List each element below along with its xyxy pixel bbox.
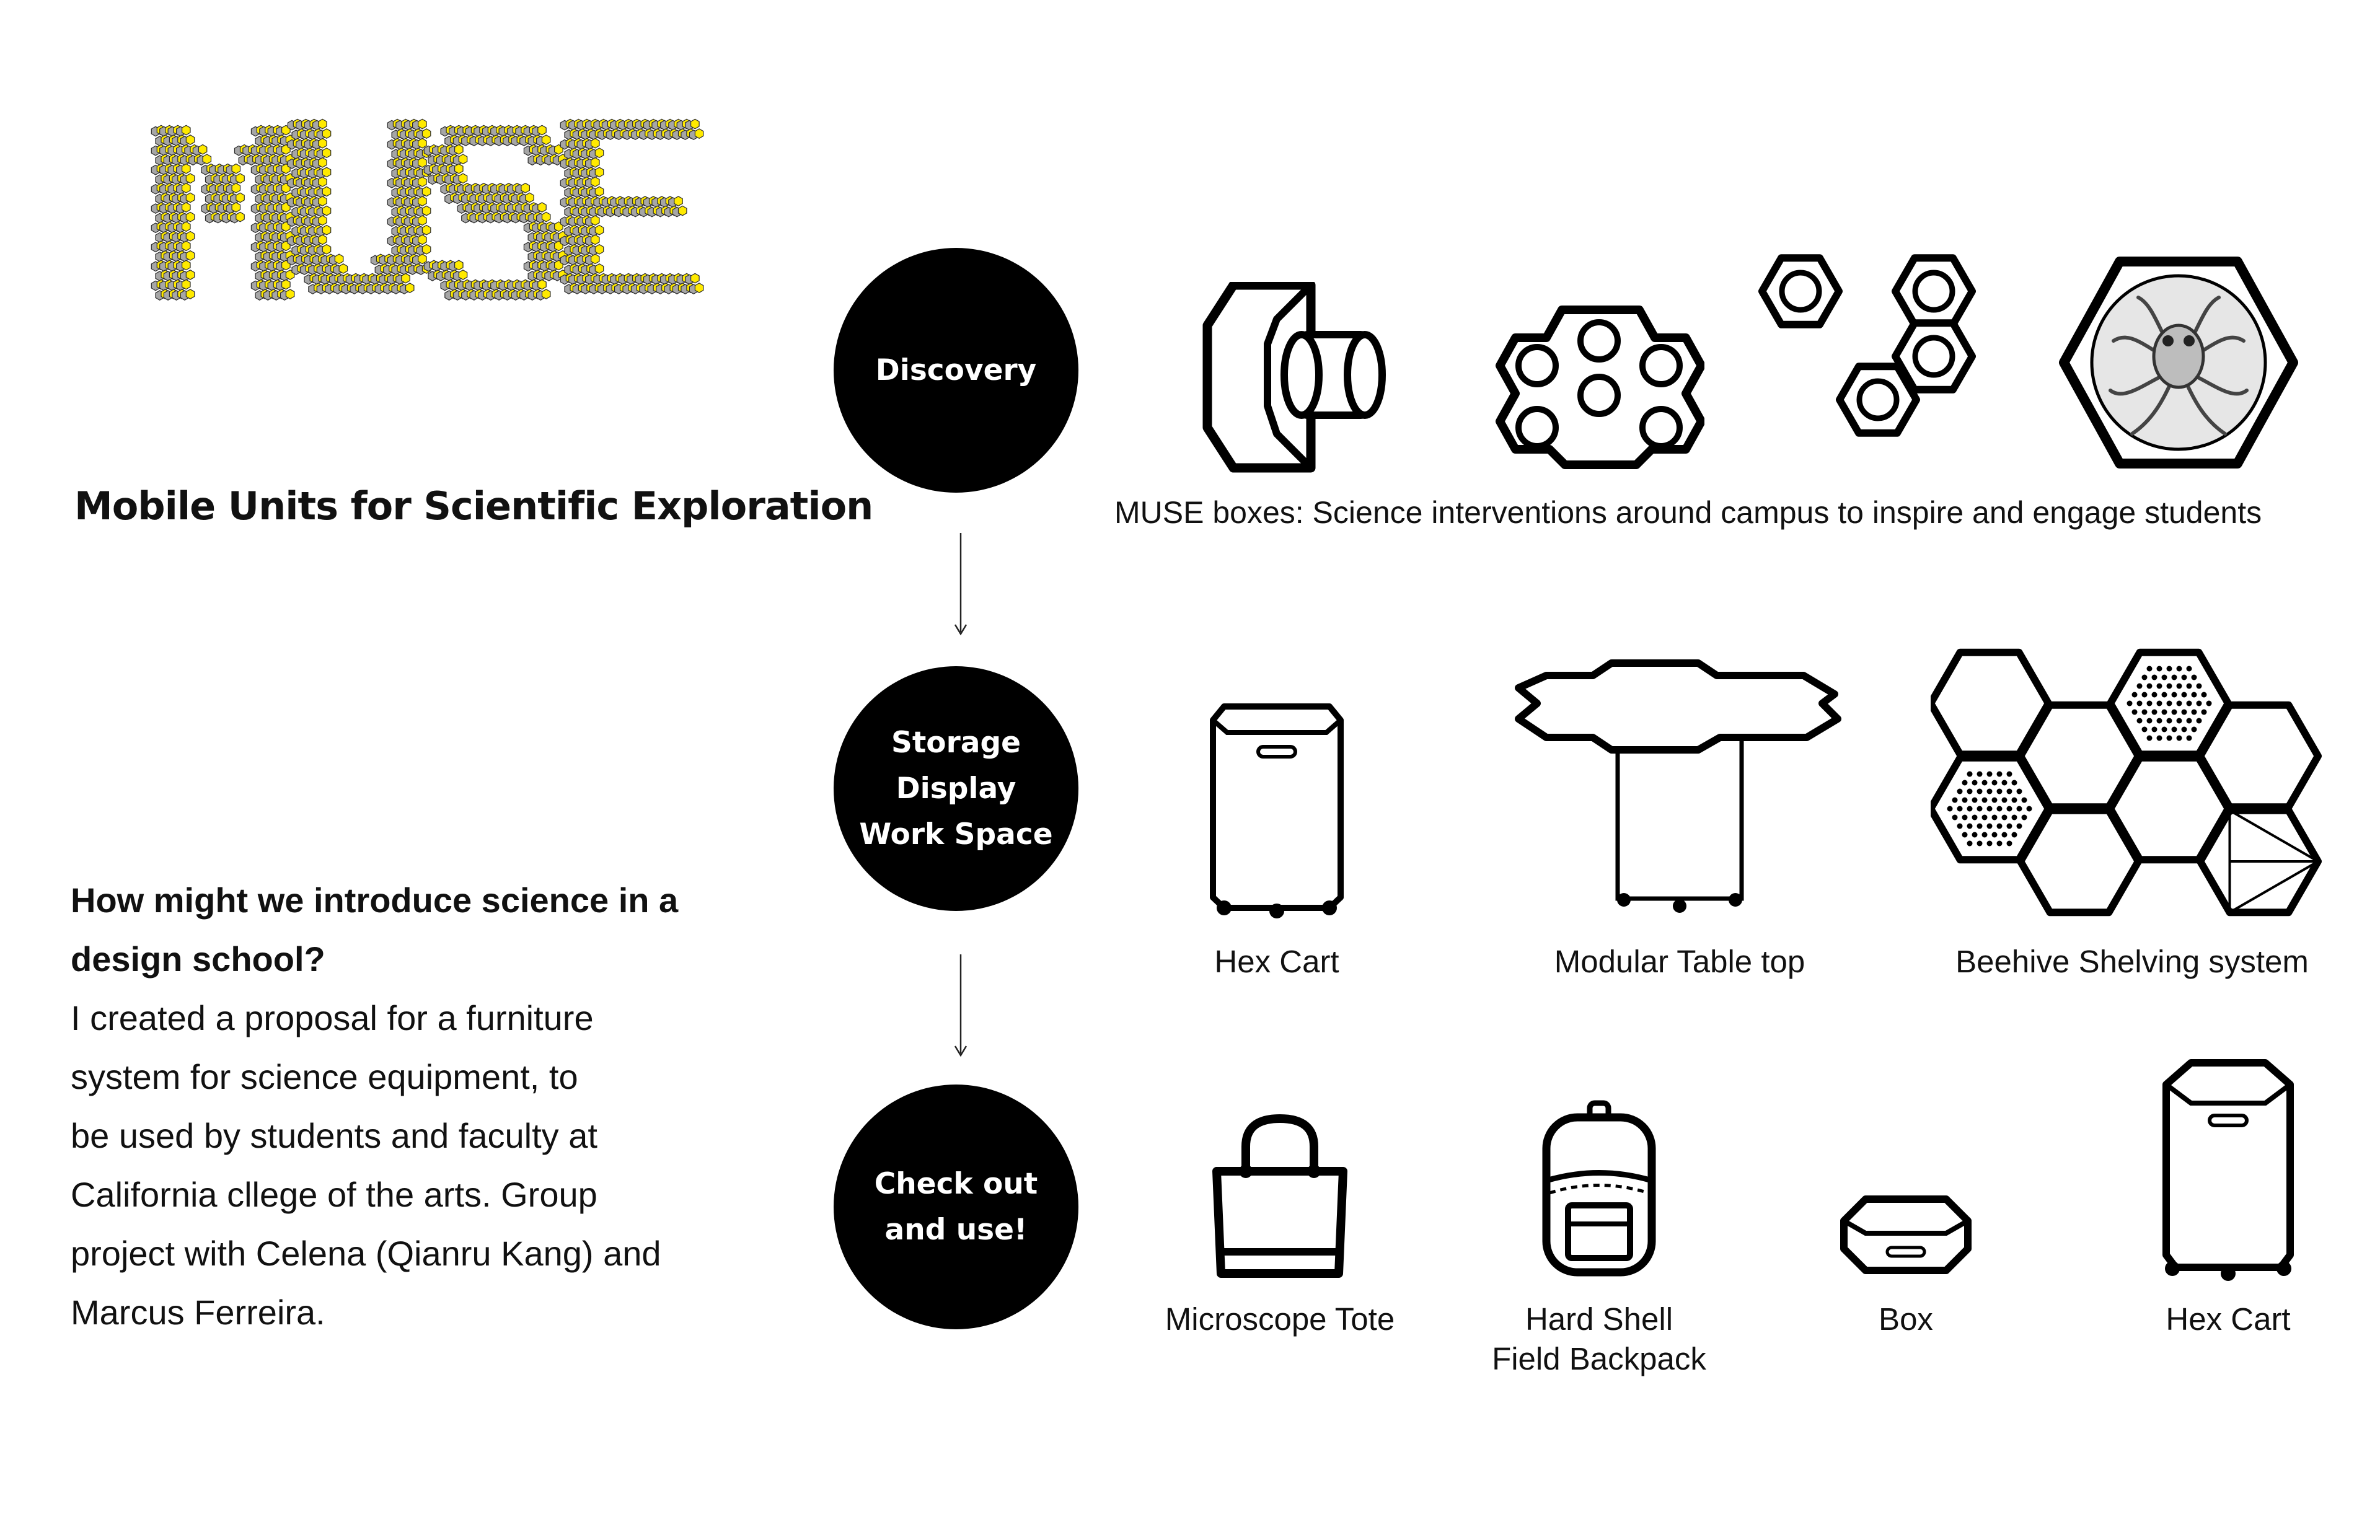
shelf-dot [1992, 832, 1998, 838]
shelf-dot [1982, 832, 1988, 838]
shelf-dot [1967, 789, 1973, 794]
logo-hex [591, 235, 599, 245]
logo-hex [319, 216, 327, 226]
logo-hex [182, 222, 190, 232]
shelf-dot [1987, 841, 1993, 847]
shelf-dot [1962, 815, 1968, 821]
checkout-caption-backpack-line-2: Field Backpack [1492, 1341, 1706, 1376]
logo-hex [319, 119, 327, 129]
logo-hex [418, 216, 427, 226]
shelf-dot [2147, 736, 2153, 741]
shelf-dot [2206, 701, 2212, 706]
logo-hex [526, 193, 534, 203]
logo-hex [595, 148, 603, 158]
shelf-dot [2012, 780, 2017, 786]
logo-hex [322, 245, 330, 255]
shelf-dot [2137, 684, 2143, 689]
logo-hex [459, 174, 467, 183]
logo-hex [322, 206, 330, 216]
logo-hex [402, 273, 410, 283]
shelf-dot [1997, 772, 2003, 777]
shelf-dot [2162, 675, 2167, 680]
shelf-dot [1987, 806, 1993, 812]
shelf-dot [2142, 727, 2148, 733]
shelf-dot [2152, 727, 2157, 733]
shelf-dot [2137, 701, 2143, 706]
shelf-dot [2142, 692, 2148, 698]
storage-caption-modular-table: Modular Table top [1554, 944, 1805, 979]
logo-hex [538, 203, 546, 213]
logo-hex [322, 187, 330, 196]
shelf-dot [2187, 684, 2192, 689]
shelf-dot [2202, 710, 2207, 715]
logo-hex [538, 125, 546, 135]
hex-board-with-holes-icon [1494, 304, 1704, 471]
shelf-dot [1947, 806, 1953, 812]
logo-hex [691, 273, 700, 283]
shelf-dot [2002, 815, 2008, 821]
logo-hex [455, 164, 463, 174]
shelf-dot [2187, 718, 2192, 724]
description-line-1: I created a proposal for a furniture [71, 998, 594, 1037]
shelf-dot [2157, 736, 2162, 741]
shelf-dot [2177, 718, 2182, 724]
shelf-dot [2197, 718, 2202, 724]
shelf-dot [2157, 718, 2162, 724]
logo-hex [455, 260, 463, 270]
checkout-caption-backpack [1469, 1300, 1729, 1379]
shelf-dot [1972, 798, 1978, 803]
logo-hex [203, 154, 211, 164]
logo-hex [406, 283, 414, 293]
shelf-dot [2202, 692, 2207, 698]
storage-caption-hex-cart: Hex Cart [1214, 944, 1339, 979]
logo-hex [319, 138, 327, 148]
description-line-2: system for science equipment, to [71, 1057, 578, 1096]
shelf-dot [1972, 832, 1978, 838]
shelf-dot [1997, 806, 2003, 812]
shelf-cell [2021, 811, 2138, 913]
logo-hex [422, 245, 430, 255]
shelf-dot [2002, 798, 2008, 803]
stage-checkout-line-1: Check out [874, 1166, 1038, 1201]
project-description [71, 988, 752, 1342]
shelf-dot [2007, 806, 2012, 812]
shelf-dot [1987, 789, 1993, 794]
shelf-dot [2012, 798, 2017, 803]
shelf-dot [2142, 710, 2148, 715]
design-question-line-2: design school? [71, 939, 325, 979]
hex-cart-icon [1205, 694, 1348, 920]
logo-hex [182, 241, 190, 251]
shelf-dot [1992, 780, 1998, 786]
shelf-dot [2177, 684, 2182, 689]
shelf-dot [2182, 710, 2187, 715]
shelf-dot [2017, 806, 2022, 812]
description-line-5: project with Celena (Qianru Kang) and [71, 1234, 661, 1273]
shelf-dot [1982, 815, 1988, 821]
shelf-dot [2027, 806, 2032, 812]
logo-hex [186, 270, 194, 280]
shelf-dot [2187, 701, 2192, 706]
logo-hex [695, 129, 703, 139]
logo-hex [418, 254, 427, 264]
storage-caption-beehive-shelving: Beehive Shelving system [1955, 944, 2309, 979]
shelf-dot [1972, 815, 1978, 821]
logo-hex [422, 187, 430, 196]
shelf-dot [2167, 701, 2172, 706]
shelf-dot [1952, 798, 1958, 803]
logo-hex [322, 148, 330, 158]
shelf-dot [1977, 772, 1983, 777]
shelf-dot [1952, 815, 1958, 821]
shelf-dot [2132, 710, 2138, 715]
shelf-dot [2132, 692, 2138, 698]
arrow-down-1 [948, 533, 973, 638]
logo-hex [232, 203, 240, 213]
logo-hex [591, 177, 599, 187]
logo-hex [182, 260, 190, 270]
stage-checkout-line-2: and use! [884, 1212, 1028, 1247]
shelf-dot [2172, 675, 2177, 680]
shelf-dot [2182, 675, 2187, 680]
checkout-caption-hex-cart [2126, 1300, 2330, 1339]
description-line-6: Marcus Ferreira. [71, 1293, 325, 1332]
logo-hex [182, 183, 190, 193]
shelf-dot [2162, 692, 2167, 698]
stage-discovery [834, 248, 1078, 493]
logo-hex [186, 212, 194, 222]
logo-hex [418, 235, 427, 245]
shelf-dot [2157, 666, 2162, 672]
logo-hex [691, 119, 700, 129]
hex-rings-cluster-icon [1754, 251, 1996, 449]
design-question-line-1: How might we introduce science in a [71, 881, 679, 920]
logo-hex [322, 167, 330, 177]
shelf-dot [2177, 666, 2182, 672]
logo-hex [186, 135, 194, 145]
shelf-dot [1977, 789, 1983, 794]
checkout-caption-tote [1150, 1300, 1410, 1339]
shelf-dot [2022, 815, 2027, 821]
shelf-dot [2137, 718, 2143, 724]
stage-storage-line-2: Display [896, 771, 1016, 806]
logo-hex [595, 187, 603, 196]
shelf-dot [2167, 718, 2172, 724]
stage-checkout [834, 1085, 1078, 1329]
description-line-3: be used by students and faculty at [71, 1116, 597, 1155]
shelf-dot [1997, 841, 2003, 847]
logo-hex [542, 212, 550, 222]
logo-hex [422, 129, 430, 139]
shelf-dot [2192, 675, 2197, 680]
hex-frame-octopus-icon [2058, 254, 2299, 471]
checkout-caption-tote-line-1: Microscope Tote [1165, 1301, 1395, 1337]
shelf-dot [2007, 772, 2012, 777]
logo-hex [591, 138, 599, 148]
shelf-dot [2187, 736, 2192, 741]
hex-box-icon [1838, 1193, 1974, 1277]
shelf-dot [1967, 824, 1973, 829]
checkout-caption-box-line-1: Box [1879, 1301, 1933, 1337]
shelf-dot [2162, 727, 2167, 733]
stage-discovery-label: Discovery [875, 353, 1037, 387]
shelf-dot [2147, 718, 2153, 724]
logo-hex [591, 254, 599, 264]
shelf-dot [2147, 666, 2153, 672]
logo-hex [459, 270, 467, 280]
logo-hex [319, 158, 327, 168]
shelf-dot [2172, 710, 2177, 715]
description-line-4: California cllege of the arts. Group [71, 1175, 597, 1214]
logo-hex [418, 119, 427, 129]
logo-hex [422, 206, 430, 216]
tote-bag-icon [1205, 1109, 1354, 1283]
logo-hex [542, 135, 550, 145]
shelf-dot [2017, 789, 2022, 794]
logo-hex [422, 225, 430, 235]
logo-hex [418, 138, 427, 148]
shelf-dot [1962, 780, 1968, 786]
logo-hex [595, 225, 603, 235]
shelf-dot [2012, 832, 2017, 838]
shelf-dot [1957, 824, 1963, 829]
logo-hex [595, 264, 603, 274]
logo-hex [591, 216, 599, 226]
logo-hex [236, 174, 244, 183]
shelf-dot [2147, 684, 2153, 689]
shelf-dot [2177, 736, 2182, 741]
shelf-dot [2007, 789, 2012, 794]
shelf-dot [2012, 815, 2017, 821]
shelf-dot [2197, 701, 2202, 706]
logo-hex [186, 174, 194, 183]
logo-hex [182, 279, 190, 289]
hex-ring-hole [1859, 381, 1897, 418]
shelf-dot [1967, 806, 1973, 812]
discovery-caption: MUSE boxes: Science interventions around campus to inspire and engage students [1114, 495, 2262, 530]
shelf-dot [1987, 824, 1993, 829]
logo-hex [538, 279, 546, 289]
shelf-dot [2007, 841, 2012, 847]
shelf-dot [2007, 824, 2012, 829]
logo-hex [591, 158, 599, 168]
logo-hex [335, 254, 343, 264]
logo-hex [319, 235, 327, 245]
shelf-dot [2147, 701, 2153, 706]
shelf-dot [1977, 806, 1983, 812]
logo-hex [595, 245, 603, 255]
logo-hex [236, 193, 244, 203]
shelf-dot [2197, 684, 2202, 689]
logo-hex [186, 231, 194, 241]
logo-hex [186, 193, 194, 203]
stage-storage [834, 666, 1078, 911]
logo-hex [542, 289, 550, 299]
shelf-dot [2017, 824, 2022, 829]
hex-box-with-lens-icon [1202, 282, 1388, 474]
hex-ring-hole [1782, 273, 1819, 310]
modular-table-icon [1512, 657, 1847, 917]
shelf-dot [2182, 727, 2187, 733]
shelf-dot [2152, 692, 2157, 698]
shelf-dot [2192, 710, 2197, 715]
logo-hex [674, 196, 682, 206]
arrow-down-2 [948, 954, 973, 1060]
logo-hex [286, 289, 294, 299]
shelf-dot [2167, 736, 2172, 741]
logo-hex [186, 289, 194, 299]
shelf-dot [2152, 675, 2157, 680]
shelf-dot [2152, 710, 2157, 715]
logo-hex [418, 158, 427, 168]
shelf-dot [2162, 710, 2167, 715]
design-question [71, 871, 752, 988]
logo-hex [319, 177, 327, 187]
shelf-dot [1957, 806, 1963, 812]
tagline: Mobile Units for Scientific Exploration [74, 483, 873, 529]
logo-hex [232, 183, 240, 193]
shelf-dot [2127, 701, 2133, 706]
shelf-dot [2022, 798, 2027, 803]
muse-logo [149, 112, 744, 421]
logo-hex [322, 225, 330, 235]
hex-cart-icon [2157, 1057, 2299, 1283]
logo-hex [186, 251, 194, 261]
shelf-dot [1957, 789, 1963, 794]
beehive-shelving-icon [1931, 648, 2330, 920]
logo-hex [232, 164, 240, 174]
logo-hex [695, 283, 703, 293]
shelf-dot [1972, 780, 1978, 786]
logo-hex [182, 164, 190, 174]
shelf-dot [1987, 772, 1993, 777]
shelf-dot [2187, 666, 2192, 672]
logo-hex [455, 144, 463, 154]
shelf-dot [1962, 832, 1968, 838]
backpack-icon [1537, 1100, 1661, 1280]
shelf-dot [2157, 701, 2162, 706]
logo-hex [322, 129, 330, 139]
shelf-dot [2192, 692, 2197, 698]
logo-hex [521, 183, 530, 193]
shelf-dot [1997, 824, 2003, 829]
logo-hex [198, 144, 206, 154]
shelf-dot [1967, 841, 1973, 847]
shelf-dot [1977, 841, 1983, 847]
shelf-dot [2157, 684, 2162, 689]
shelf-dot [1992, 815, 1998, 821]
shelf-dot [1997, 789, 2003, 794]
logo-hex [679, 206, 687, 216]
logo-hex [339, 264, 347, 274]
stage-storage-line-1: Storage [891, 725, 1021, 760]
shelf-dot [2167, 666, 2172, 672]
shelf-dot [2172, 727, 2177, 733]
shelf-dot [2177, 701, 2182, 706]
stage-storage-line-3: Work Space [859, 817, 1053, 851]
shelf-dot [2182, 692, 2187, 698]
shelf-dot [1967, 772, 1973, 777]
shelf-dot [2142, 675, 2148, 680]
shelf-dot [1977, 824, 1983, 829]
logo-hex [282, 279, 291, 289]
checkout-caption-hex-cart-line-1: Hex Cart [2166, 1301, 2291, 1337]
shelf-dot [1982, 780, 1988, 786]
logo-hex [182, 125, 190, 135]
shelf-dot [1962, 798, 1968, 803]
logo-hex [182, 203, 190, 213]
shelf-dot [1992, 798, 1998, 803]
hex-ring-hole [1915, 338, 1952, 375]
logo-hex [459, 154, 467, 164]
logo-hex [236, 212, 244, 222]
checkout-caption-box [1844, 1300, 1968, 1339]
shelf-dot [2192, 727, 2197, 733]
shelf-dot [2172, 692, 2177, 698]
hex-ring-hole [1915, 273, 1952, 310]
shelf-dot [1982, 798, 1988, 803]
logo-hex [319, 196, 327, 206]
checkout-caption-backpack-line-1: Hard Shell [1525, 1301, 1673, 1337]
logo-hex [595, 167, 603, 177]
shelf-dot [2002, 832, 2008, 838]
shelf-dot [2167, 684, 2172, 689]
logo-hex [418, 177, 427, 187]
shelf-dot [2002, 780, 2008, 786]
logo-hex [418, 196, 427, 206]
